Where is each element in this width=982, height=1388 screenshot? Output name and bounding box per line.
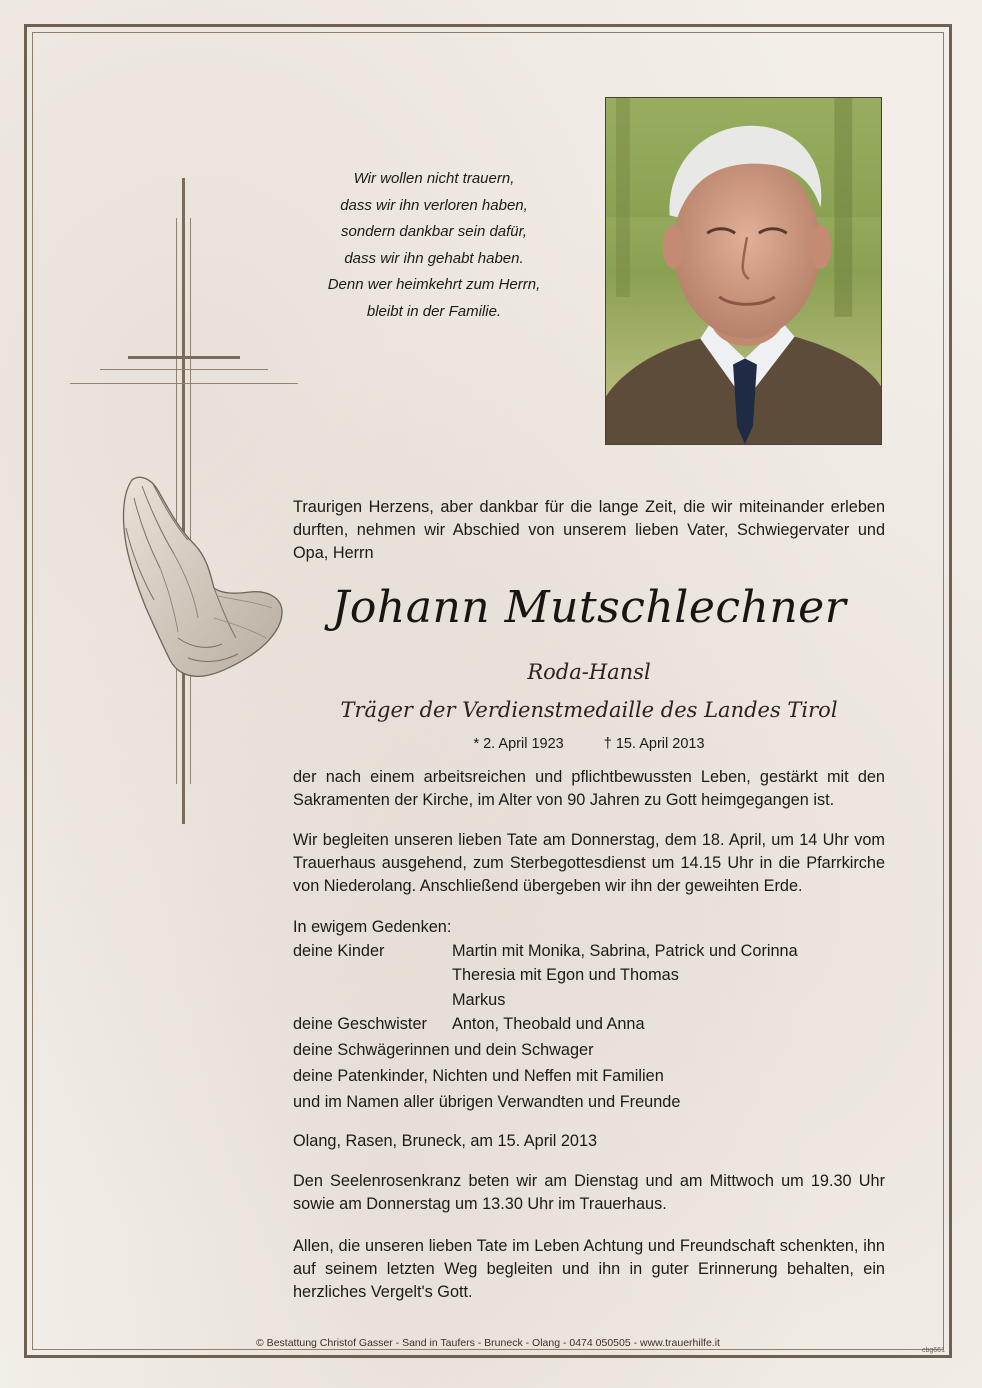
paragraph-thanks: Allen, die unseren lieben Tate im Leben Achtung und Freundschaft schenkten, ihn auf seinem letzten Weg begleiten und ihn in guter Erinnerung behalten, ein herzliches Vergelt's Gott. bbox=[293, 1237, 885, 1301]
memory-heading bbox=[293, 916, 885, 940]
death-date: † 15. April 2013 bbox=[603, 736, 705, 752]
memory-row-value: Anton, Theobald und Anna bbox=[452, 1014, 645, 1033]
memory-row-label: deine Schwägerinnen und dein Schwager bbox=[293, 1040, 594, 1059]
deceased-nickname: Roda-Hansl bbox=[527, 660, 651, 684]
poem-line: dass wir ihn verloren haben, bbox=[340, 196, 528, 214]
document-code: cbg661 bbox=[922, 1347, 945, 1354]
deceased-honor: Träger der Verdienstmedaille des Landes Tirol bbox=[340, 698, 838, 722]
poem bbox=[292, 166, 576, 325]
memory-row bbox=[293, 964, 885, 988]
poem-line: bleibt in der Familie. bbox=[366, 302, 502, 320]
intro-paragraph: Traurigen Herzens, aber dankbar für die lange Zeit, die wir miteinander erleben durften, nehmen wir Abschied von unserem lieben Vater, Schwiegervater und Opa, Herrn bbox=[293, 498, 885, 562]
deceased-name: Johann Mutschlechner bbox=[331, 582, 847, 633]
paragraph-funeral: Wir begleiten unseren lieben Tate am Donnerstag, dem 18. April, um 14 Uhr vom Trauerhaus ausgehend, zum Sterbegottesdienst um 14.15 Uhr in die Pfarrkirche von Niederolang. Anschließend übergeben wir ihn der geweihten Erde. bbox=[293, 831, 885, 895]
memory-heading-text: In ewigem Gedenken: bbox=[293, 918, 452, 936]
memory-row-label: deine Geschwister bbox=[293, 1014, 427, 1033]
paragraph-life: der nach einem arbeitsreichen und pflichtbewussten Leben, gestärkt mit den Sakramenten der Kirche, im Alter von 90 Jahren zu Gott heimgegangen ist. bbox=[293, 768, 885, 809]
memory-row-label: deine Patenkinder, Nichten und Neffen mit Familien bbox=[293, 1066, 664, 1085]
portrait-photo bbox=[605, 97, 882, 445]
cross-horizontal-bar bbox=[128, 356, 240, 359]
memory-row-label: und im Namen aller übrigen Verwandten und Freunde bbox=[293, 1092, 681, 1111]
poem-line: Wir wollen nicht trauern, bbox=[353, 170, 515, 187]
cross-horizontal-line-long bbox=[70, 383, 298, 384]
cross-horizontal-line-mid bbox=[100, 369, 268, 370]
life-dates bbox=[293, 736, 885, 752]
memory-row bbox=[293, 1091, 885, 1115]
memory-row bbox=[293, 989, 885, 1013]
poem-line: dass wir ihn gehabt haben. bbox=[344, 249, 524, 267]
place-date: Olang, Rasen, Bruneck, am 15. April 2013 bbox=[293, 1132, 598, 1150]
memory-row-value: Markus bbox=[452, 990, 506, 1009]
poem-line: Denn wer heimkehrt zum Herrn, bbox=[327, 276, 541, 293]
memory-section bbox=[293, 916, 885, 1115]
praying-hands-icon bbox=[118, 468, 284, 682]
poem-line: sondern dankbar sein dafür, bbox=[341, 223, 527, 240]
footer-credit: © Bestattung Christof Gasser - Sand in Taufers - Bruneck - Olang - 0474 050505 - www.trauerhilfe.it bbox=[256, 1337, 720, 1349]
paragraph-rosary: Den Seelenrosenkranz beten wir am Dienstag und am Mittwoch um 19.30 Uhr sowie am Donnerstag um 13.30 Uhr im Trauerhaus. bbox=[293, 1172, 885, 1213]
memory-row-label: deine Kinder bbox=[293, 942, 385, 961]
birth-date: * 2. April 1923 bbox=[473, 736, 564, 752]
memory-row-value: Theresia mit Egon und Thomas bbox=[452, 966, 679, 985]
memory-row-value: Martin mit Monika, Sabrina, Patrick und Corinna bbox=[452, 942, 798, 961]
memory-row bbox=[293, 1013, 885, 1039]
memory-row bbox=[293, 1065, 885, 1091]
memory-row bbox=[293, 940, 885, 964]
memory-row bbox=[293, 1039, 885, 1065]
